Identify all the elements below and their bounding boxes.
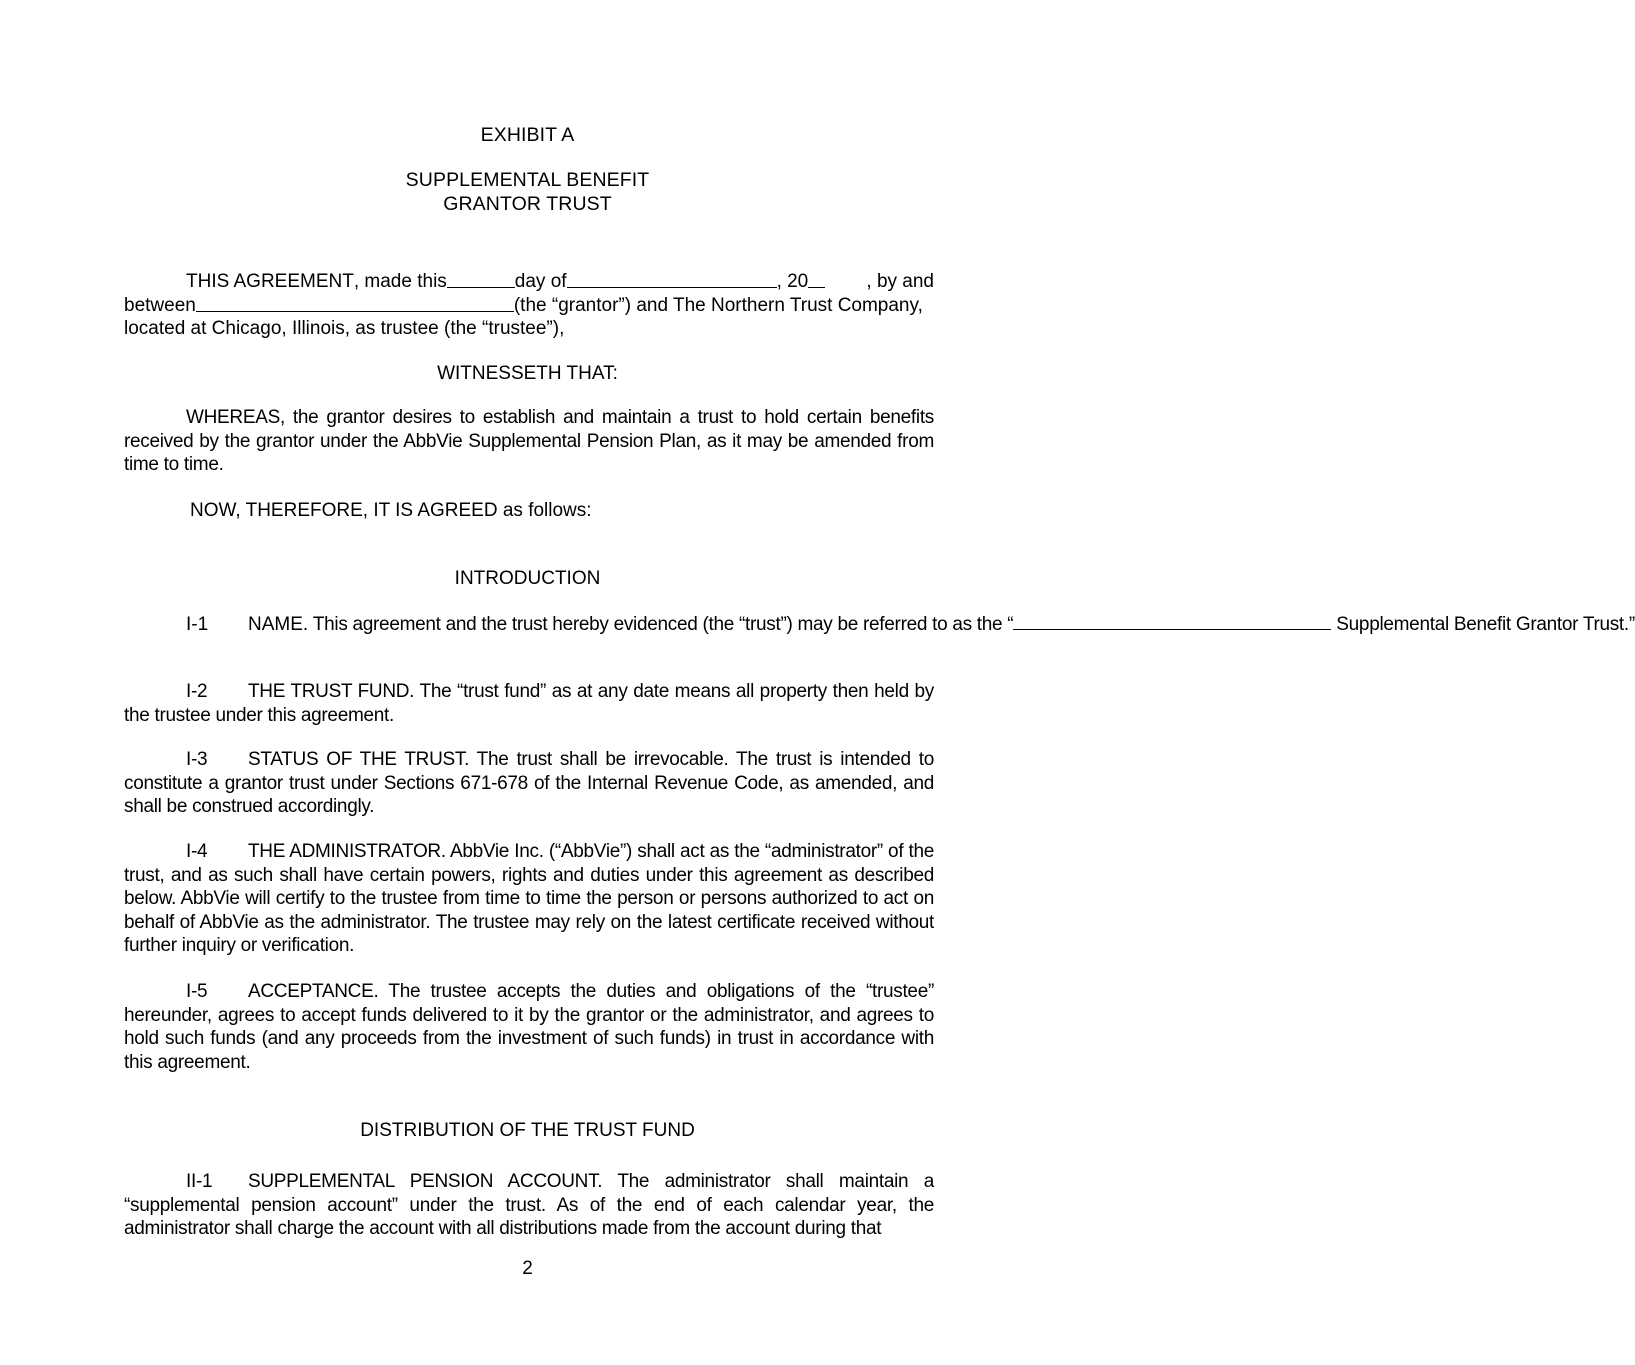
preamble-lead: THIS AGREEMENT <box>186 271 354 292</box>
preamble-paragraph <box>124 270 934 341</box>
trust-name-blank <box>1013 612 1331 630</box>
month-blank <box>567 270 777 288</box>
section-i-5 <box>124 980 934 1074</box>
document-title-line-1: SUPPLEMENTAL BENEFIT <box>405 169 650 191</box>
section-i-1 <box>124 612 1635 637</box>
introduction-heading: INTRODUCTION <box>454 568 601 589</box>
whereas-paragraph <box>124 406 934 477</box>
section-i-3 <box>124 748 934 819</box>
section-title: THE TRUST FUND. <box>248 681 415 702</box>
section-text: The “trust fund” as at any date means all property then held by the trustee under this agreement. <box>124 681 935 726</box>
preamble-day-of: day of <box>514 271 567 292</box>
preamble-location: located at Chicago, Illinois, as trustee (the “trustee”), <box>124 318 565 339</box>
grantor-name-blank <box>196 294 514 312</box>
preamble-year: , 20 <box>776 271 809 292</box>
preamble-by-and: , by and <box>866 271 934 292</box>
section-number: I-3 <box>186 749 208 770</box>
section-title: SUPPLEMENTAL PENSION ACCOUNT. <box>248 1171 603 1192</box>
section-number: I-2 <box>186 681 208 702</box>
section-title: THE ADMINISTRATOR. <box>248 841 446 862</box>
exhibit-label: EXHIBIT A <box>480 124 575 146</box>
year-blank <box>808 270 825 288</box>
document-title-line-2: GRANTOR TRUST <box>443 193 612 215</box>
now-therefore-lead: NOW, THEREFORE, IT IS AGREED <box>190 500 498 521</box>
now-therefore-text: as follows: <box>497 500 592 521</box>
preamble-made-this: , made this <box>353 271 447 292</box>
section-number: I-4 <box>186 841 208 862</box>
section-text: This agreement and the trust hereby evidenced (the “trust”) may be referred to as the “ <box>308 614 1014 635</box>
section-number: I-5 <box>186 981 208 1002</box>
page-number: 2 <box>522 1258 533 1279</box>
witnesseth-heading: WITNESSETH THAT: <box>437 363 618 384</box>
section-number: I-1 <box>186 614 209 635</box>
preamble-between: between <box>124 294 196 316</box>
day-blank <box>447 270 515 288</box>
distribution-heading: DISTRIBUTION OF THE TRUST FUND <box>360 1120 695 1141</box>
section-text: The trust shall be irrevocable. The trust is intended to constitute a grantor trust under Sections 671-678 of the Internal Revenue Code, as amended, and shall be construed accordingly. <box>124 749 934 817</box>
section-text-after: Supplemental Benefit Grantor Trust.” <box>1331 614 1635 635</box>
section-title: STATUS OF THE TRUST. <box>248 749 470 770</box>
whereas-lead: WHEREAS <box>186 407 280 428</box>
whereas-text: , the grantor desires to establish and maintain a trust to hold certain benefits received by the grantor under the AbbVie Supplemental Pension Plan, as it may be amended from time to time. <box>124 407 934 475</box>
section-number: II-1 <box>186 1171 213 1192</box>
section-text: AbbVie Inc. (“AbbVie”) shall act as the “administrator” of the trust, and as such shall have certain powers, rights and duties under this agreement as described below. AbbVie will certify to the trustee from time to time the person or persons authorized to act on behalf of AbbVie as the administrator. The trustee may rely on the latest certificate received without further inquiry or verification. <box>124 841 934 956</box>
section-ii-1 <box>124 1170 934 1241</box>
section-i-4 <box>124 840 934 958</box>
section-i-2 <box>124 680 934 727</box>
section-text: The trustee accepts the duties and obligations of the “trustee” hereunder, agrees to accept funds delivered to it by the grantor or the administrator, and agrees to hold such funds (and any proceeds from the investment of such funds) in trust in accordance with this agreement. <box>124 981 934 1073</box>
section-title: ACCEPTANCE. <box>248 981 379 1002</box>
now-therefore-paragraph <box>124 499 592 523</box>
preamble-grantor-text: (the “grantor”) and The Northern Trust Company, <box>513 294 923 316</box>
section-text: The administrator shall maintain a “supplemental pension account” under the trust. As of the end of each calendar year, the administrator shall charge the account with all distributions made from the account during that <box>124 1171 934 1239</box>
section-title: NAME. <box>248 614 309 635</box>
